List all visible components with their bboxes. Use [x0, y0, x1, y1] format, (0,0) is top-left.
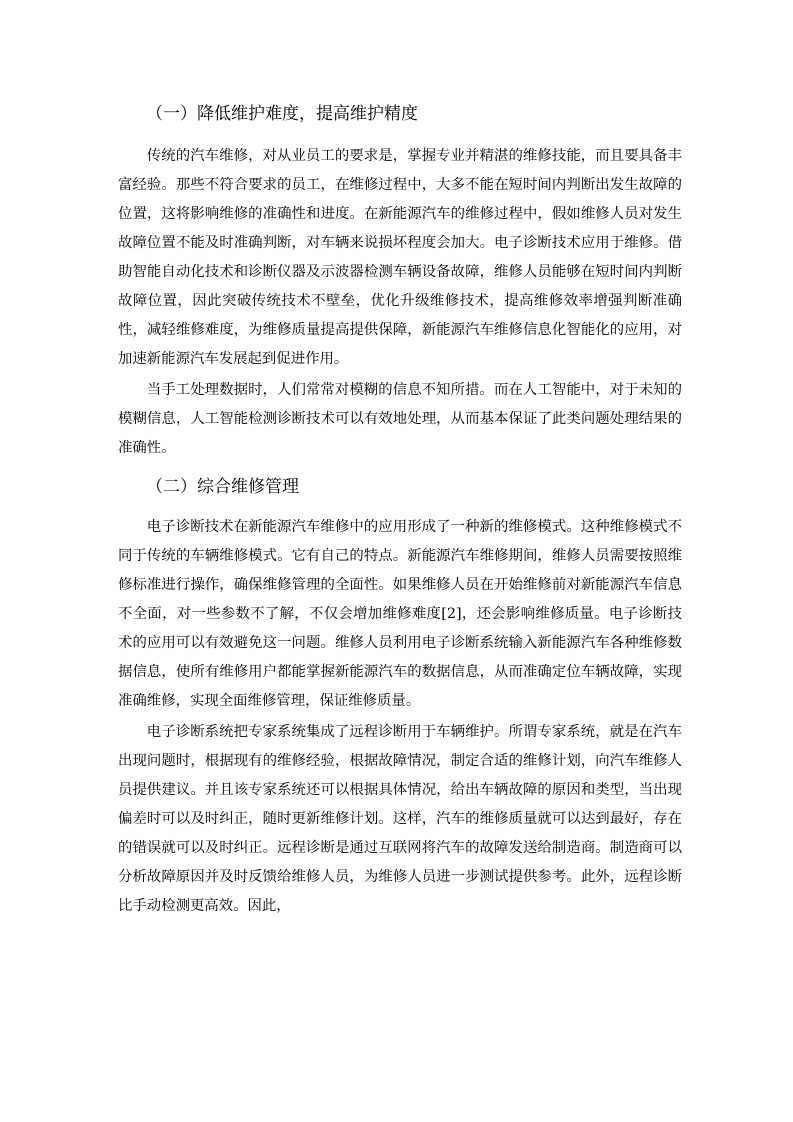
section-2-paragraph-1: 电子诊断技术在新能源汽车维修中的应用形成了一种新的维修模式。这种维修模式不同于传统的车辆维修模式。它有自己的特点。新能源汽车维修期间，维修人员需要按照维修标准进行操作，确保维修管理的全面性。如果维修人员在开始维修前对新能源汽车信息不全面，对一些参数不了解，不仅会增加维修难度[2]，还会影响维修质量。电子诊断技术的应用可以有效避免这一问题。维修人员利用电子诊断系统输入新能源汽车各种维修数据信息，使所有维修用户都能掌握新能源汽车的数据信息，从而准确定位车辆故障，实现准确维修，实现全面维修管理，保证维修质量。	[118, 519, 682, 709]
section-heading-2: （二）综合维修管理	[146, 477, 299, 497]
section-1-paragraph-1: 传统的汽车维修，对从业员工的要求是，掌握专业并精湛的维修技能，而且要具备丰富经验。那些不符合要求的员工，在维修过程中，大多不能在短时间内判断出发生故障的位置，这将影响维修的准确性和进度。在新能源汽车的维修过程中，假如维修人员对发生故障位置不能及时准确判断，对车辆来说损坏程度会加大。电子诊断技术应用于维修。借助智能自动化技术和诊断仪器及示波器检测车辆设备故障，维修人员能够在短时间内判断故障位置，因此突破传统技术不壁垒，优化升级维修技术，提高维修效率增强判断准确性，减轻维修难度，为维修质量提高提供保障，新能源汽车维修信息化智能化的应用，对加速新能源汽车发展起到促进作用。	[118, 148, 682, 367]
section-heading-1: （一）降低维护难度，提高维护精度	[146, 104, 418, 124]
section-2-paragraph-2: 电子诊断系统把专家系统集成了远程诊断用于车辆维护。所谓专家系统，就是在汽车出现问题时，根据现有的维修经验，根据故障情况，制定合适的维修计划，向汽车维修人员提供建议。并且该专家系统还可以根据具体情况，给出车辆故障的原因和类型，当出现偏差时可以及时纠正，随时更新维修计划。这样，汽车的维修质量就可以达到最好，存在的错误就可以及时纠正。远程诊断是通过互联网将汽车的故障发送给制造商。制造商可以分析故障原因并及时反馈给维修人员，为维修人员进一步测试提供参考。此外，远程诊断比手动检测更高效。因此，	[118, 724, 682, 914]
section-1-paragraph-2: 当手工处理数据时，人们常常对模糊的信息不知所措。而在人工智能中，对于未知的模糊信息，人工智能检测诊断技术可以有效地处理，从而基本保证了此类问题处理结果的准确性。	[118, 382, 682, 456]
document-body	[118, 100, 682, 923]
